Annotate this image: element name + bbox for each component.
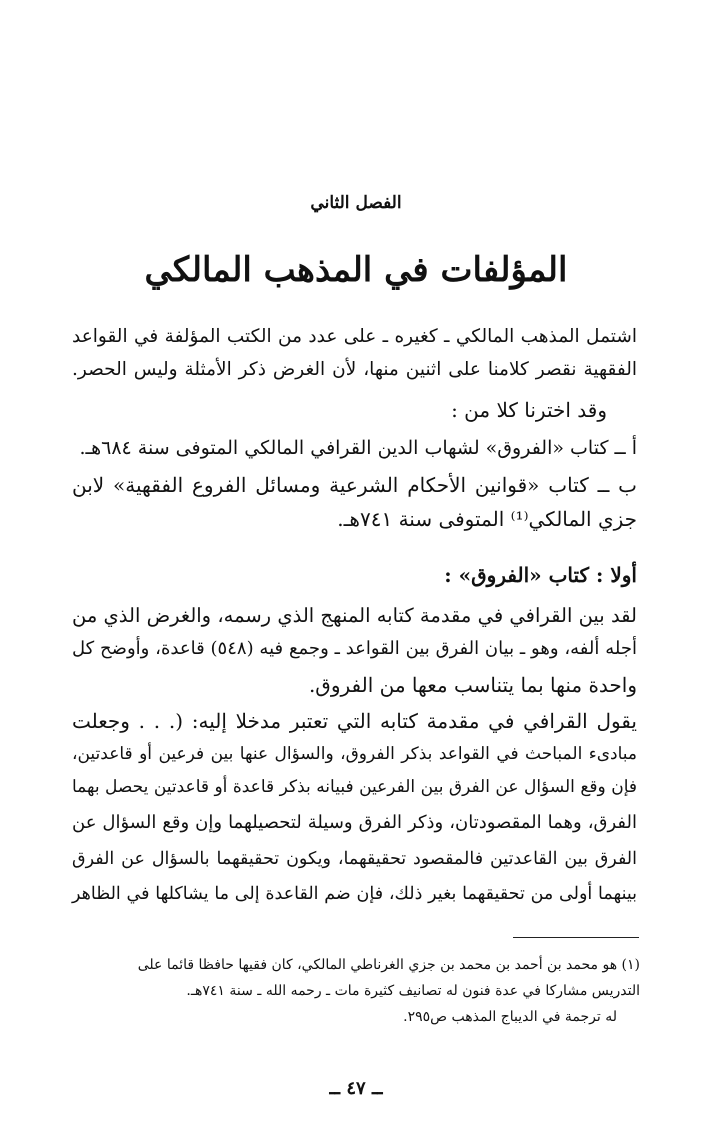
footnote-line: التدريس مشاركا في عدة فنون له تصانيف كثيرة مات ـ رحمه الله ـ سنة ٧٤١هـ. bbox=[186, 983, 640, 999]
list-item-a: أ ــ كتاب «الفروق» لشهاب الدين القرافي المالكي المتوفى سنة ٦٨٤هـ. bbox=[79, 437, 637, 459]
paragraph-line: أجله ألفه، وهو ـ بيان الفرق بين القواعد ـ وجمع فيه (٥٤٨) قاعدة، وأوضح كل bbox=[72, 638, 637, 659]
section-heading: أولا : كتاب «الفروق» : bbox=[444, 563, 637, 587]
paragraph-line: بينهما أولى من تحقيقهما بغير ذلك، فإن ضم القاعدة إلى ما يشاكلها في الظاهر bbox=[72, 884, 637, 904]
list-item-b-continued: جزي المالكي⁽¹⁾ المتوفى سنة ٧٤١هـ. bbox=[337, 507, 637, 531]
paragraph-line: الفرق بين القاعدتين فالمقصود تحقيقهما، ويكون تحقيقهما بالسؤال عن الفرق bbox=[72, 849, 637, 869]
paragraph-line: الفقهية نقصر كلامنا على اثنين منها، لأن الغرض ذكر الأمثلة وليس الحصر. bbox=[72, 359, 637, 380]
paragraph-line: الفرق، وهما المقصودتان، وذكر الفرق وسيلة لتحصيلهما وإن وقع السؤال عن bbox=[72, 812, 637, 833]
list-item-b: ب ــ كتاب «قوانين الأحكام الشرعية ومسائل الفروع الفقهية» لابن bbox=[72, 473, 637, 497]
chapter-title: المؤلفات في المذهب المالكي bbox=[144, 250, 568, 290]
paragraph-line: اشتمل المذهب المالكي ـ كغيره ـ على عدد من الكتب المؤلفة في القواعد bbox=[72, 326, 637, 347]
paragraph-line: يقول القرافي في مقدمة كتابه التي تعتبر مدخلا إليه: (. . . وجعلت bbox=[72, 709, 637, 733]
footnote-separator bbox=[513, 937, 639, 938]
paragraph-line: واحدة منها بما يتناسب معها من الفروق. bbox=[308, 673, 637, 697]
footnote-line: (١) هو محمد بن أحمد بن محمد بن جزي الغرناطي المالكي، كان فقيها حافظا قائما على bbox=[137, 957, 640, 973]
footnote-line: له ترجمة في الديباج المذهب ص٢٩٥. bbox=[403, 1009, 617, 1025]
paragraph-line: فإن وقع السؤال عن الفرق بين الفرعين فبيانه بذكر قاعدة أو قاعدتين يحصل بهما bbox=[72, 777, 637, 797]
chapter-label: الفصل الثاني bbox=[310, 193, 402, 213]
paragraph-line: مبادىء المباحث في القواعد بذكر الفروق، والسؤال عنها بين فرعين أو قاعدتين، bbox=[72, 744, 637, 764]
paragraph-line: لقد بين القرافي في مقدمة كتابه المنهج الذي رسمه، والغرض الذي من bbox=[72, 604, 637, 627]
page-number: ــ ٤٧ ــ bbox=[329, 1078, 383, 1099]
paragraph-line: وقد اخترنا كلا من : bbox=[451, 398, 607, 422]
